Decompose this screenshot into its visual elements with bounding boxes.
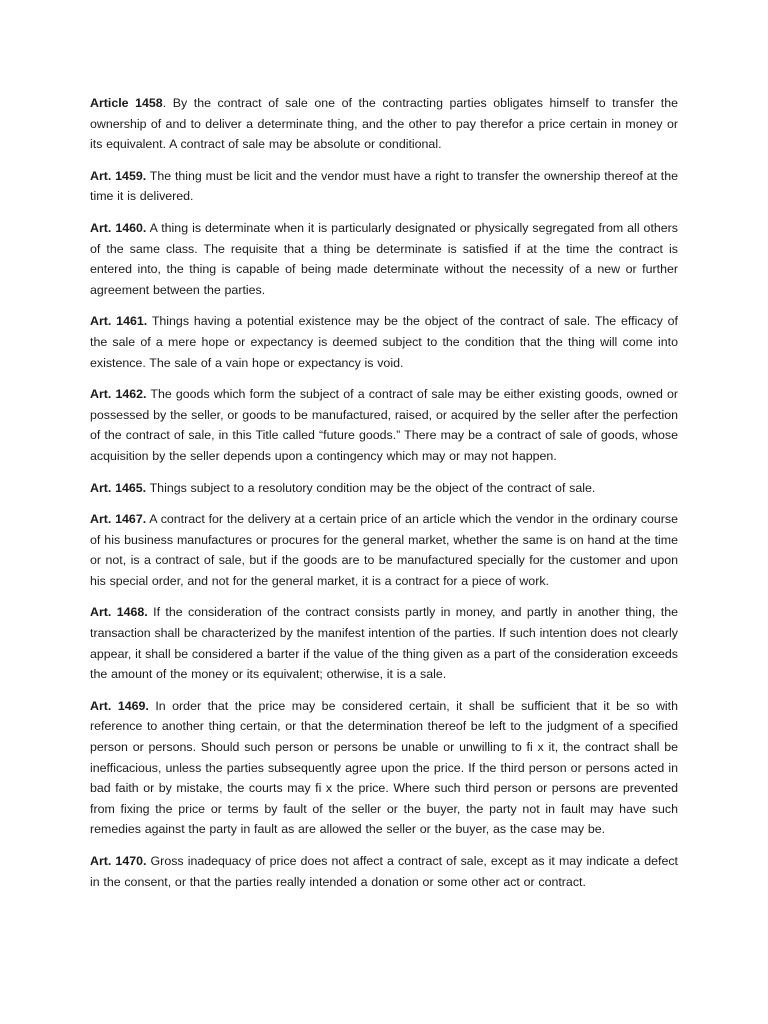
article-1465: [90, 478, 678, 499]
article-label: Art. 1462.: [90, 387, 147, 402]
article-label: Art. 1468.: [90, 605, 148, 620]
article-label: Art. 1460.: [90, 220, 147, 235]
article-text: Things having a potential existence may be the object of the contract of sale. The efficacy of the sale of a mere hope or expectancy is deemed subject to the condition that the thing will come into existence. The sale of a vain hope or expectancy is void.: [90, 314, 679, 370]
article-1470: [90, 851, 678, 892]
article-label: Art. 1459.: [90, 168, 147, 183]
article-label: Art. 1461.: [90, 314, 148, 329]
article-label: Article 1458: [90, 96, 163, 110]
article-text: A thing is determinate when it is particularly designated or physically segregated from all others of the same class. The requisite that a thing be determinate is satisfied if at the time the contract is entered into, the thing is capable of being made determinate without the necessity of a new or further agreement between the parties.: [90, 220, 678, 297]
article-1462: [90, 384, 678, 466]
article-label: Art. 1465.: [90, 480, 147, 495]
article-text: The goods which form the subject of a contract of sale may be either existing goods, owned or possessed by the seller, or goods to be manufactured, raised, or acquired by the seller after the perfection of the contract of sale, in this Title called “future goods.” There may be a contract of sale of goods, whose acquisition by the seller depends upon a contingency which may or may not happen.: [90, 387, 678, 463]
article-text: Gross inadequacy of price does not affect a contract of sale, except as it may indicate a defect in the consent, or that the parties really intended a donation or some other act or contract.: [90, 854, 678, 889]
article-label: Art. 1469.: [90, 698, 149, 713]
document-page: [90, 93, 678, 903]
article-text: . By the contract of sale one of the contracting parties obligates himself to transfer the ownership of and to deliver a determinate thing, and the other to pay therefor a price certain in money or its equivalent. A contract of sale may be absolute or conditional.: [90, 96, 678, 152]
article-1467: [90, 509, 678, 591]
article-1459: [90, 166, 678, 207]
article-1458: [90, 93, 678, 155]
article-1461: [90, 311, 678, 373]
article-text: A contract for the delivery at a certain price of an article which the vendor in the ordinary course of his business manufactures or procures for the general market, whether the same is on hand at the time or not, is a contract of sale, but if the goods are to be manufactured specially for the customer and upon his special order, and not for the general market, it is a contract for a piece of work.: [90, 512, 679, 588]
article-1460: [90, 218, 678, 300]
article-text: The thing must be licit and the vendor must have a right to transfer the ownership thereof at the time it is delivered.: [90, 168, 678, 204]
article-text: If the consideration of the contract consists partly in money, and partly in another thing, the transaction shall be characterized by the manifest intention of the parties. If such intention does not clearly appear, it shall be considered a barter if the value of the thing given as a part of the consideration exceeds the amount of the money or its equivalent; otherwise, it is a sale.: [90, 605, 678, 682]
article-1469: [90, 696, 678, 840]
article-text: In order that the price may be considered certain, it shall be sufficient that it be so with reference to another thing certain, or that the determination thereof be left to the judgment of a specified person or persons. Should such person or persons be unable or unwilling to fi x it, the contract shall be inefficacious, unless the parties subsequently agree upon the price. If the third person or persons acted in bad faith or by mistake, the courts may fi x the price. Where such third person or persons are prevented from fixing the price or terms by fault of the seller or the buyer, the party not in fault may have such remedies against the party in fault as are allowed the seller or the buyer, as the case may be.: [90, 698, 678, 837]
article-label: Art. 1467.: [90, 512, 147, 527]
article-1468: [90, 602, 678, 684]
article-text: Things subject to a resolutory condition may be the object of the contract of sale.: [146, 480, 596, 495]
article-label: Art. 1470.: [90, 854, 147, 868]
